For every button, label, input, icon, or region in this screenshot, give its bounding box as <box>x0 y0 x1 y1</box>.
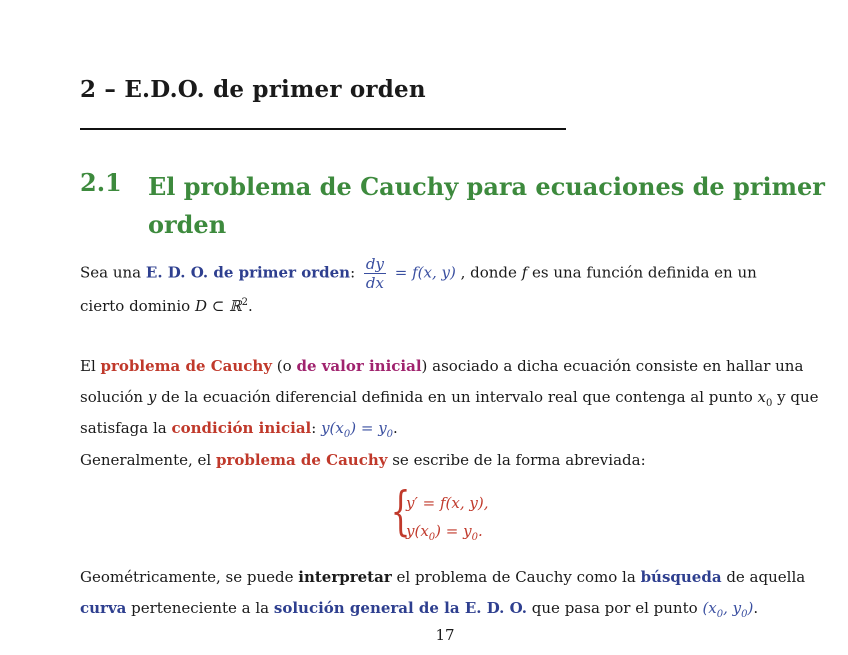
paragraph-2-line-4 <box>80 451 646 469</box>
paragraph-2-line-1 <box>80 357 803 375</box>
math-condition: y(x <box>321 419 344 437</box>
equation-1: y′ = f(x, y), <box>406 494 489 512</box>
paragraph-2-line-2 <box>80 388 819 409</box>
term-valor-inicial: de valor inicial <box>296 357 422 375</box>
subscript: 0 <box>741 609 748 620</box>
text: : <box>350 263 356 282</box>
math-text: ) = y <box>435 522 472 540</box>
paragraph-3-line-1 <box>80 568 805 586</box>
text: se escribe de la forma abreviada: <box>387 451 646 469</box>
section-title: El problema de Cauchy para ecuaciones de primer orden <box>148 172 825 239</box>
section-number: 2.1 <box>80 168 122 197</box>
text: . <box>247 297 253 315</box>
subscript: 0 <box>766 398 773 409</box>
text: el problema de Cauchy como la <box>391 568 641 586</box>
paragraph-2-line-3 <box>80 419 398 440</box>
equation-rhs: = f(x, y) <box>394 263 456 282</box>
fraction-dy-dx <box>364 255 386 292</box>
term-curva: curva <box>80 599 127 617</box>
chapter-title: 2 – E.D.O. de primer orden <box>80 76 426 103</box>
subscript: 0 <box>716 609 724 620</box>
term-edo: E. D. O. de primer orden <box>145 263 351 282</box>
text: Geométricamente, se puede <box>80 568 299 586</box>
math-domain: D ⊂ ℝ <box>194 297 242 315</box>
text: es una función definida en un <box>527 263 757 282</box>
paragraph-1-line-2 <box>80 297 253 315</box>
term-busqueda: búsqueda <box>640 568 722 586</box>
text: de la ecuación diferencial definida en un intervalo real que contenga al punto <box>156 388 758 406</box>
math-point: (x <box>702 599 717 617</box>
text: que pasa por el punto <box>527 599 703 617</box>
subscript: 0 <box>343 429 351 440</box>
subscript: 0 <box>471 532 478 543</box>
math-y: y <box>147 388 157 406</box>
math-x: x <box>757 388 767 406</box>
chapter-rule <box>80 128 566 130</box>
subscript: 0 <box>428 532 436 543</box>
text: de aquella <box>721 568 806 586</box>
math-condition: ) = y <box>350 419 387 437</box>
text: Sea una <box>80 263 146 282</box>
math-f: f <box>521 263 528 282</box>
text: cierto dominio <box>80 297 195 315</box>
page-number: 17 <box>435 626 455 644</box>
fraction-numerator: dy <box>365 255 384 273</box>
text: (o <box>272 357 297 375</box>
text: . <box>393 419 398 437</box>
math-point: , y <box>723 599 742 617</box>
term-condicion-inicial: condición inicial <box>171 419 312 437</box>
left-brace-icon: { <box>390 482 411 542</box>
superscript: 2 <box>241 297 248 308</box>
text: : <box>311 419 322 437</box>
text: , donde <box>455 263 522 282</box>
equation-2 <box>406 522 483 543</box>
text: ) asociado a dicha ecuación consiste en hallar una <box>421 357 804 375</box>
term-interpretar: interpretar <box>298 568 392 586</box>
text: El <box>80 357 101 375</box>
term-cauchy: problema de Cauchy <box>100 357 273 375</box>
math-point: ) <box>747 599 754 617</box>
paragraph-3-line-2 <box>80 599 758 620</box>
text: Generalmente, el <box>80 451 216 469</box>
text: . <box>753 599 759 617</box>
fraction-denominator: dx <box>365 274 384 292</box>
subscript: 0 <box>386 429 394 440</box>
term-solucion-general: solución general de la E. D. O. <box>273 599 528 617</box>
term-cauchy: problema de Cauchy <box>215 451 388 469</box>
text: solución <box>80 388 148 406</box>
paragraph-1-line-1 <box>80 255 757 292</box>
math-text: . <box>477 522 483 540</box>
math-text: y(x <box>406 522 429 540</box>
text: satisfaga la <box>80 419 172 437</box>
text: y que <box>772 388 819 406</box>
text: perteneciente a la <box>126 599 274 617</box>
